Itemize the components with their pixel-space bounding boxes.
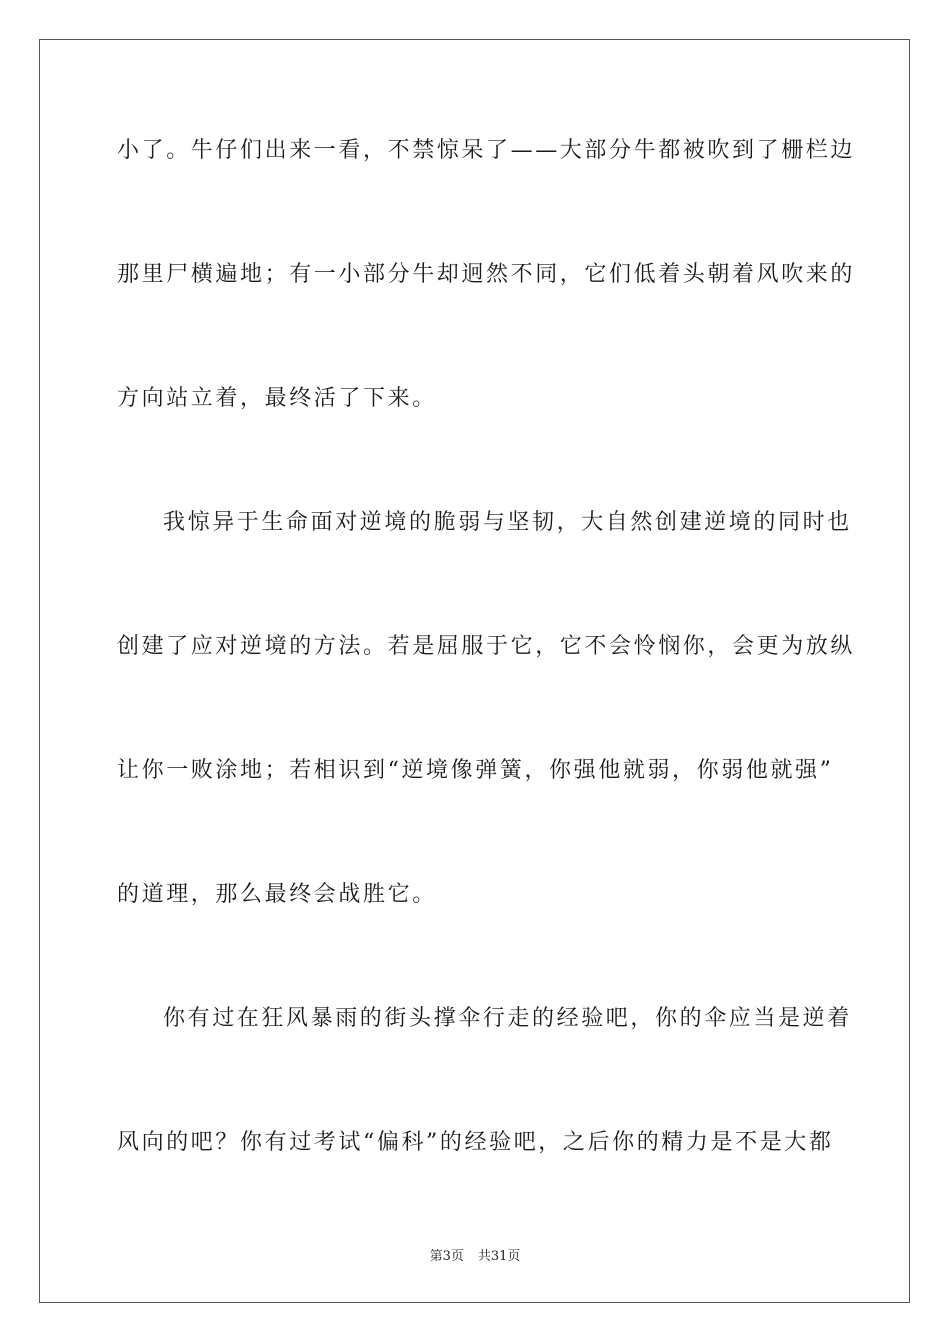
paragraph-start-line: 你有过在狂风暴雨的街头撑伞行走的经验吧，你的伞应当是逆着 [163,1006,852,1031]
page-number: 第3页 [429,1249,464,1264]
text-line: 风向的吧？你有过考试“偏科”的经验吧，之后你的精力是不是大都 [117,1130,834,1155]
text-line: 小了。牛仔们出来一看，不禁惊呆了——大部分牛都被吹到了栅栏边 [117,138,856,163]
text-line: 的道理，那么最终会战胜它。 [117,882,437,907]
text-line: 让你一败涂地；若相识到“逆境像弹簧，你强他就弱，你弱他就强” [117,758,834,783]
text-line: 方向站立着，最终活了下来。 [117,386,437,411]
text-line: 创建了应对逆境的方法。若是屈服于它，它不会怜悯你，会更为放纵 [117,634,856,659]
page-footer [0,1248,950,1266]
paragraph-start-line: 我惊异于生命面对逆境的脆弱与坚韧，大自然创建逆境的同时也 [163,510,852,535]
text-line: 那里尸横遍地；有一小部分牛却迥然不同，它们低着头朝着风吹来的 [117,262,856,287]
page-border [39,39,910,1303]
page-total: 共31页 [477,1249,521,1264]
